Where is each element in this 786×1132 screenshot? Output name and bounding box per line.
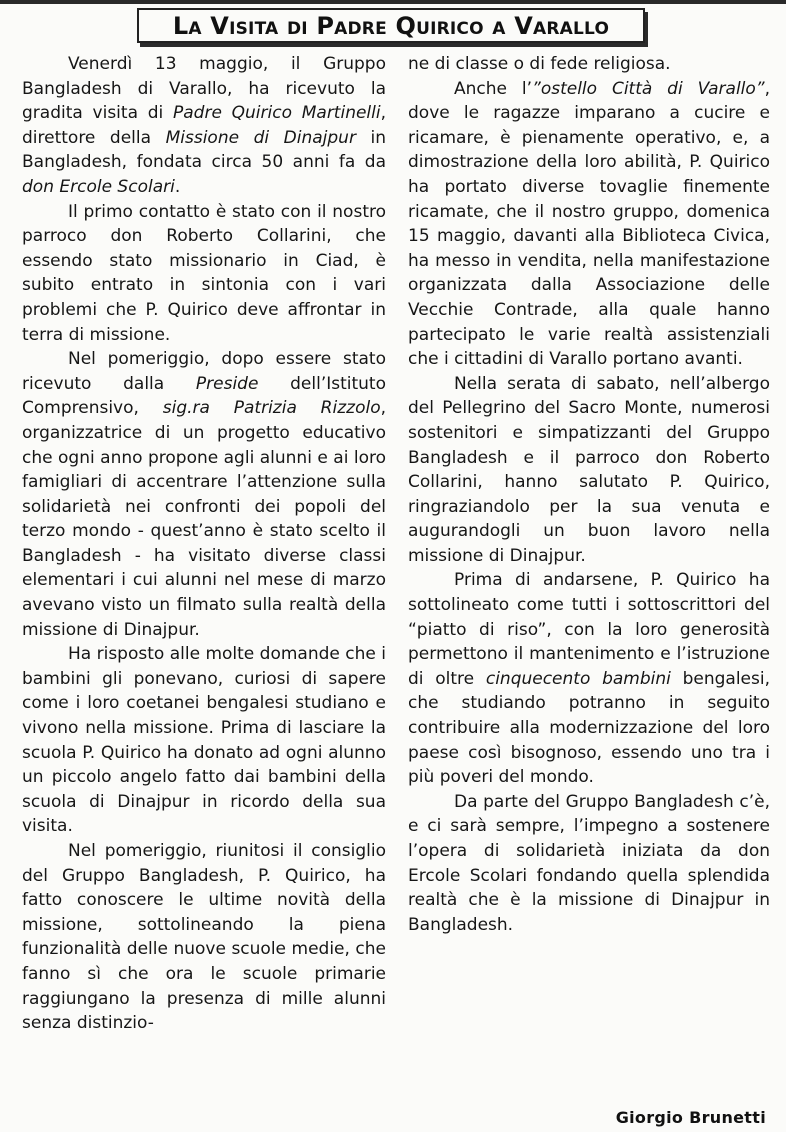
paragraph	[22, 642, 386, 839]
italic-text: Preside	[195, 373, 259, 394]
italic-text: cinquecento bambini	[485, 668, 671, 689]
text-run: Nel pomeriggio, dopo essere stato ricevuto dalla	[22, 349, 386, 394]
text-run: Ha risposto alle molte domande che i bambini gli ponevano, curiosi di sapere come i loro coetanei bengalesi studiano e vivono nella missione. Prima di lasciare la scuola P. Quirico ha donato ad ogni alunno un piccolo angelo fatto dai bambini della scuola di Dinajpur in ricordo della sua visita.	[22, 644, 386, 837]
paragraph	[22, 347, 386, 642]
text-run: in Bangladesh, fondata circa 50 anni fa da	[22, 127, 386, 173]
paragraph	[408, 77, 770, 372]
paragraph	[22, 200, 386, 348]
paragraph	[22, 839, 386, 1036]
text-run: Da parte del Gruppo Bangladesh c’è, e ci sarà sempre, l’impegno a sostenere l’opera di solidarietà iniziata da don Ercole Scolari fondando quella splendida realtà che è la missione di Dinajpur in Bangladesh.	[408, 791, 770, 935]
italic-text: Padre Quirico Martinelli	[173, 103, 381, 124]
text-run: , organizzatrice di un progetto educativo che ogni anno propone agli alunni e ai loro famigliari di accentrare l’attenzione sulla solidarietà nei confronti dei popoli del terzo mondo - quest’anno è stato scelto il Bangladesh - ha visitato diverse classi elementari i cui alunni nel mese di marzo avevano visto un filmato sulla realtà della missione di Dinajpur.	[22, 398, 386, 640]
paragraph	[408, 568, 770, 789]
text-run: bengalesi, che studiando potranno in seguito contribuire alla modernizzazione del loro paese così bisognoso, essendo uno tra i più poveri del mondo.	[408, 668, 771, 788]
author-signature: Giorgio Brunetti	[615, 1108, 766, 1127]
italic-text: sig.ra Patrizia Rizzolo	[162, 398, 381, 419]
text-run: .	[174, 176, 181, 197]
text-run: Prima di andarsene, P. Quirico ha sottolineato come tutti i sottoscrittori del “piatto di riso”, con la loro generosità permettono il mantenimento e l’istruzione di oltre	[408, 570, 770, 689]
text-run: ne di classe o di fede religiosa.	[408, 54, 671, 74]
text-run: Venerdì 13 maggio, il Gruppo Bangladesh di Varallo, ha ricevuto la gradita visita di	[22, 54, 386, 124]
text-run: Anche l’	[454, 78, 533, 99]
title-box	[137, 8, 645, 43]
paragraph	[408, 372, 770, 569]
text-run: Il primo contatto è stato con il nostro parroco don Roberto Collarini, che essendo stato missionario in Ciad, è subito entrato in sintonia con i vari problemi che P. Quirico deve affrontar in terra di missione.	[22, 201, 386, 345]
italic-text: ”ostello Città di Varallo”	[532, 78, 765, 99]
text-run: Nel pomeriggio, riunitosi il consiglio del Gruppo Bangladesh, P. Quirico, ha fatto conoscere le ultime novità della missione, sottolineando la piena funzionalità delle nuove scuole medie, che fanno sì che ora le scuole primarie raggiungano la presenza di mille alunni senza distinzio-	[22, 841, 386, 1034]
paragraph	[22, 52, 386, 200]
left-column	[22, 52, 386, 1036]
text-run: dell’Istituto Comprensivo,	[22, 373, 386, 419]
right-column	[408, 52, 770, 937]
paragraph-continuation	[408, 52, 770, 77]
italic-text: Missione di Dinajpur	[165, 127, 356, 148]
italic-text: don Ercole Scolari	[22, 176, 175, 197]
paragraph	[408, 790, 770, 938]
text-run: , dove le ragazze imparano a cucire e ricamare, è pienamente operativo, e, a dimostrazione della loro abilità, P. Quirico ha portato diverse tovaglie finemente ricamate, che il nostro gruppo, domenica 15 maggio, davanti alla Biblioteca Civica, ha messo in vendita, nella manifestazione organizzata dalla Associazione delle Vecchie Contrade, alla quale hanno partecipato le varie realtà assistenziali che i cittadini di Varallo portano avanti.	[408, 78, 771, 370]
article-title: La Visita di Padre Quirico a Varallo	[172, 11, 610, 40]
text-run: Nella serata di sabato, nell’albergo del Pellegrino del Sacro Monte, numerosi sostenitori e simpatizzanti del Gruppo Bangladesh e il parroco don Roberto Collarini, hanno salutato P. Quirico, ringraziandolo per la sua venuta e augurandogli un buon lavoro nella missione di Dinajpur.	[408, 373, 770, 566]
text-run: , direttore della	[22, 103, 387, 148]
top-rule	[0, 0, 786, 4]
